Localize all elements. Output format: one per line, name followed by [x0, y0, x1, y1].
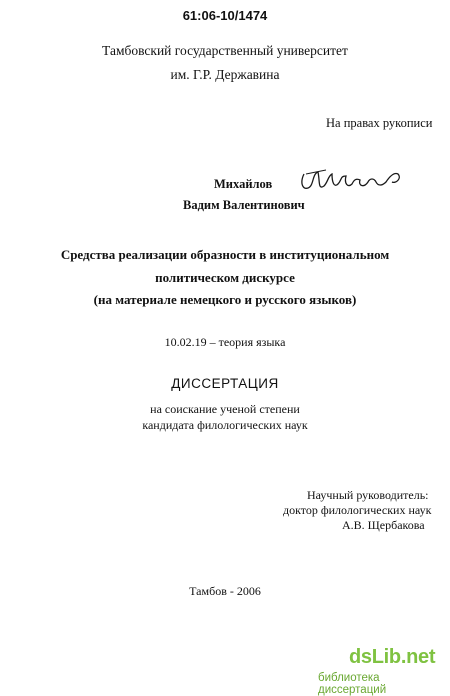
city-year: Тамбов - 2006: [189, 584, 261, 598]
dslib-logo-text: dsLib.net: [349, 646, 436, 668]
supervisor-label: Научный руководитель:: [307, 488, 429, 502]
degree-line-1: на соискание ученой степени: [150, 402, 300, 416]
specialty-code: 10.02.19 – теория языка: [164, 335, 286, 349]
thesis-title-line-3: (на материале немецкого и русского языков): [93, 292, 357, 307]
document-type: ДИССЕРТАЦИЯ: [171, 376, 279, 391]
archive-code: 61:06-10/1474: [182, 8, 268, 23]
dslib-caption: библиотека диссертаций: [318, 672, 387, 696]
author-surname: Михайлов: [214, 177, 273, 191]
author-name: Вадим Валентинович: [183, 198, 305, 212]
author-signature: [298, 160, 410, 200]
supervisor-name: А.В. Щербакова: [342, 518, 425, 532]
supervisor-degree: доктор филологических наук: [283, 503, 432, 517]
thesis-title-line-1: Средства реализации образности в институциональном: [60, 247, 390, 262]
rights-note: На правах рукописи: [326, 116, 433, 130]
dslib-logo[interactable]: [349, 646, 444, 672]
university-name: Тамбовский государственный университет: [102, 43, 348, 58]
university-honorific: им. Г.Р. Державина: [170, 67, 280, 82]
thesis-title-line-2: политическом дискурсе: [155, 270, 295, 285]
degree-line-2: кандидата филологических наук: [142, 418, 308, 432]
